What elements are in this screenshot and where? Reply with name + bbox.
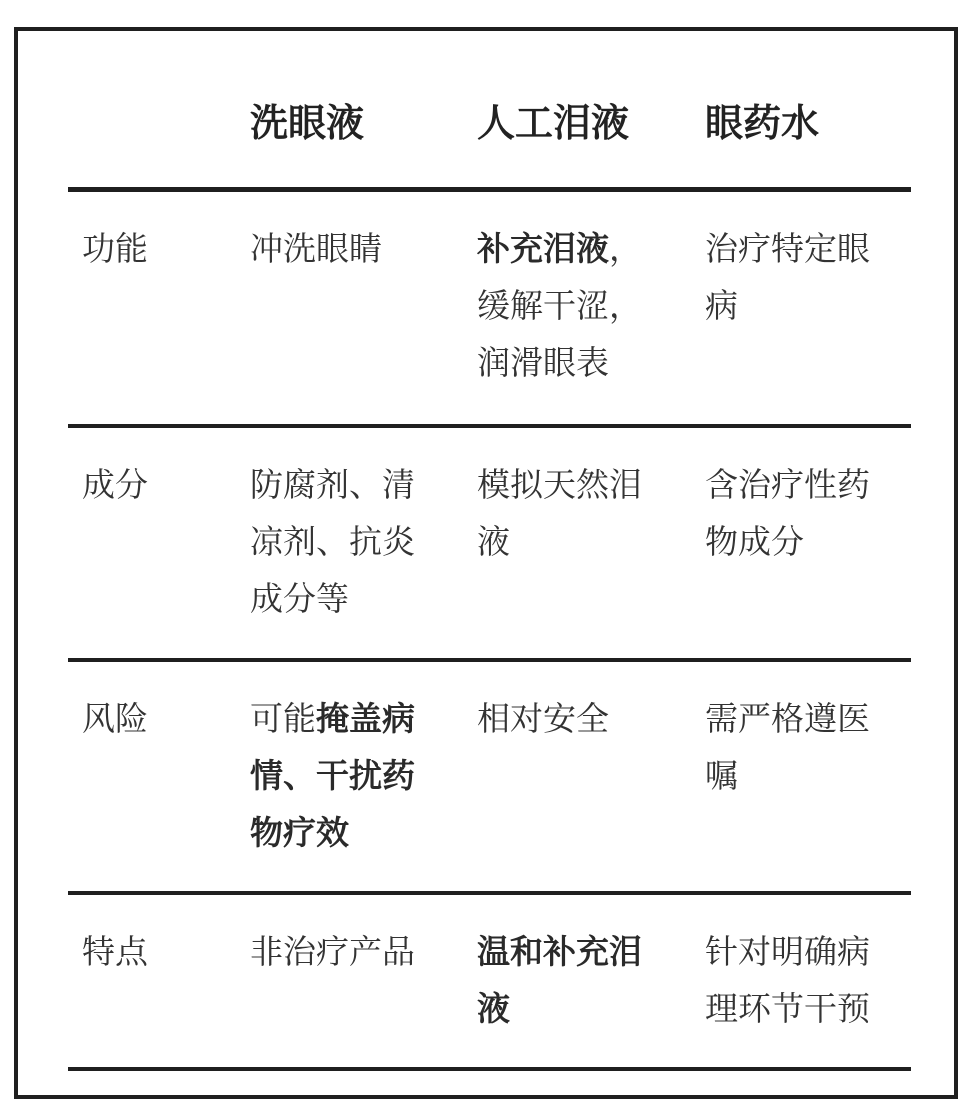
table-cell: [477, 690, 669, 747]
row-label: 风险: [82, 699, 148, 738]
table-cell: [250, 690, 442, 861]
table-cell: [250, 220, 442, 277]
table-cell: [705, 220, 897, 334]
table-row-features: [68, 895, 911, 1071]
cell-text-bold: 补充泪液: [477, 229, 609, 268]
table-cell: [705, 690, 897, 804]
cell-text: 需严格遵医嘱: [705, 699, 870, 795]
table-row-risk: [68, 662, 911, 895]
table-row-ingredients: [68, 428, 911, 662]
cell-text: ，缓解干涩，润滑眼表: [477, 229, 642, 382]
table-cell: [705, 456, 897, 570]
table-cell: [705, 923, 897, 1037]
cell-text: 治疗特定眼病: [705, 229, 870, 325]
header-eyewash: 洗眼液: [250, 101, 365, 145]
cell-text: 冲洗眼睛: [250, 229, 382, 268]
cell-text: 模拟天然泪液: [477, 465, 642, 561]
cell-text: 可能: [250, 699, 316, 738]
table-cell: [250, 456, 442, 627]
table-frame: [14, 27, 958, 1099]
cell-text: 针对明确病理环节干预: [705, 932, 870, 1028]
row-label: 功能: [82, 229, 148, 268]
row-label: 特点: [82, 932, 148, 971]
cell-text-bold: 温和补充泪液: [477, 932, 642, 1028]
table-cell: [477, 923, 669, 1037]
table-row-function: [68, 192, 911, 428]
cell-text: 含治疗性药物成分: [705, 465, 870, 561]
cell-text-bold: 掩盖病情、干扰药物疗效: [250, 699, 415, 852]
table-cell: [477, 456, 669, 570]
header-eye-drops: 眼药水: [705, 101, 820, 145]
table-header: [68, 31, 911, 192]
cell-text: 非治疗产品: [250, 932, 415, 971]
cell-text: 相对安全: [477, 699, 609, 738]
row-label: 成分: [82, 465, 148, 504]
table-cell: [250, 923, 442, 980]
table-cell: [477, 220, 669, 391]
cell-text: 防腐剂、清凉剂、抗炎成分等: [250, 465, 415, 618]
header-artificial-tears: 人工泪液: [477, 101, 630, 145]
